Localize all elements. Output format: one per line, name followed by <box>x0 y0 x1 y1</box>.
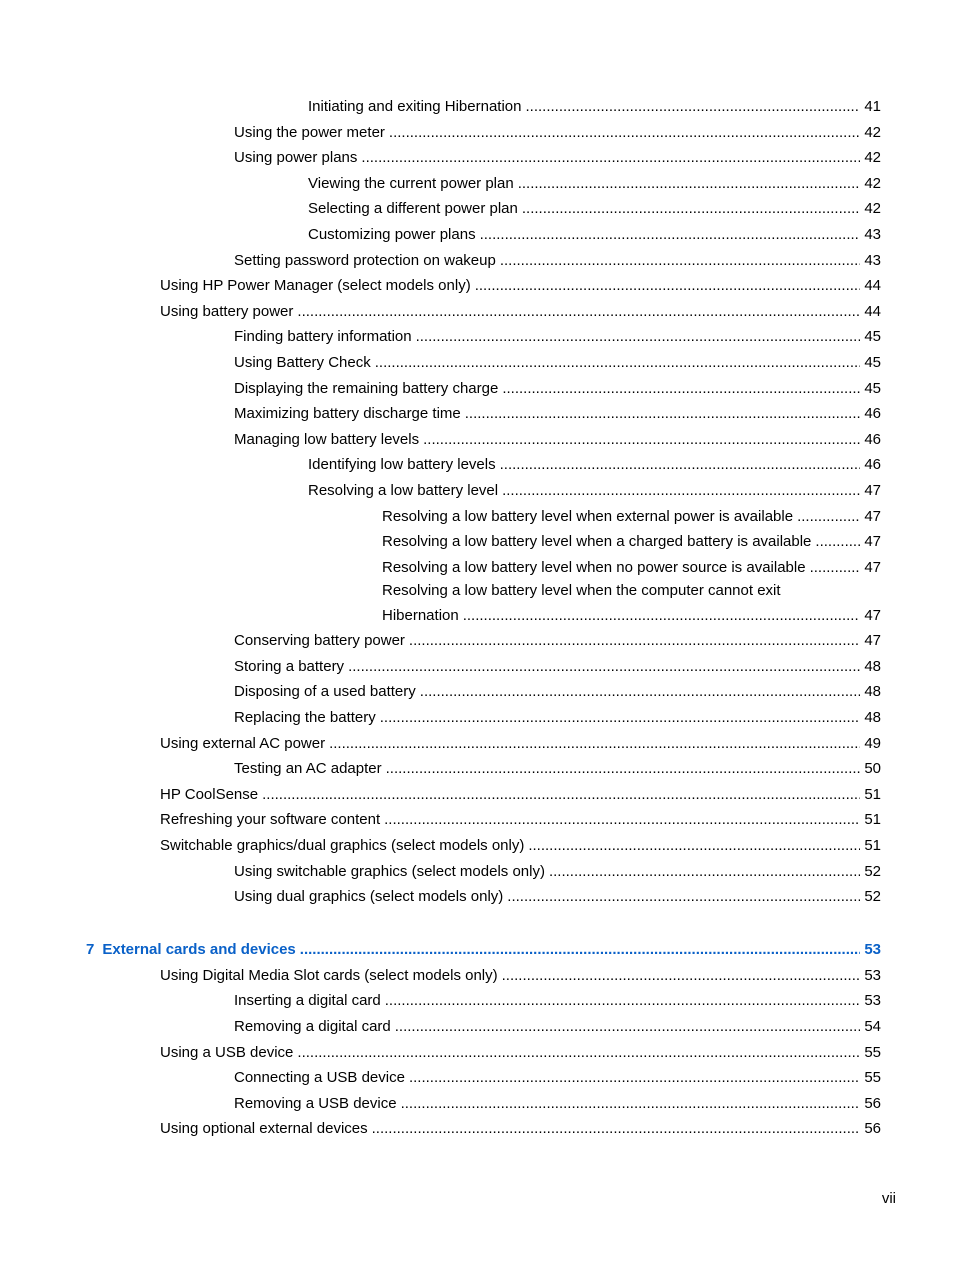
toc-entry-page: 47 <box>860 603 881 629</box>
dot-leader <box>389 120 860 146</box>
dot-leader <box>525 94 860 120</box>
toc-entry[interactable] <box>0 120 954 146</box>
toc-entry[interactable] <box>0 350 954 376</box>
dot-leader <box>420 679 861 705</box>
toc-entry-title: Resolving a low battery level when no power source is available <box>382 555 810 581</box>
dot-leader <box>507 884 860 910</box>
toc-entry-page: 47 <box>860 504 881 530</box>
toc-entry-page: 53 <box>860 963 881 989</box>
toc-entry-title: Using dual graphics (select models only) <box>234 884 507 910</box>
toc-entry[interactable] <box>0 988 954 1014</box>
toc-entry-title: Using a USB device <box>160 1040 297 1066</box>
dot-leader <box>297 1040 860 1066</box>
toc-entry-page: 47 <box>860 478 881 504</box>
toc-entry-title: Resolving a low battery level when a charged battery is available <box>382 529 815 555</box>
dot-leader <box>361 145 860 171</box>
toc-entry-title: Initiating and exiting Hibernation <box>308 94 525 120</box>
toc-entry-page: 42 <box>860 120 881 146</box>
toc-entry-title: Maximizing battery discharge time <box>234 401 465 427</box>
table-of-contents <box>0 94 954 1142</box>
toc-chapter-entry[interactable] <box>0 936 954 963</box>
toc-entry-page: 44 <box>860 299 881 325</box>
toc-entry[interactable] <box>0 884 954 910</box>
toc-entry-title: Resolving a low battery level <box>308 478 502 504</box>
toc-entry-page: 49 <box>860 731 881 757</box>
toc-entry-title: Resolving a low battery level when external power is available <box>382 504 797 530</box>
toc-block <box>0 628 954 910</box>
dot-leader <box>384 807 860 833</box>
toc-entry[interactable] <box>0 807 954 833</box>
toc-entry-title: Removing a digital card <box>234 1014 395 1040</box>
toc-entry-page: 48 <box>860 654 881 680</box>
toc-entry-page: 50 <box>860 756 881 782</box>
toc-entry[interactable] <box>0 401 954 427</box>
toc-entry-title: HP CoolSense <box>160 782 262 808</box>
toc-entry[interactable] <box>0 782 954 808</box>
toc-entry[interactable] <box>0 1116 954 1142</box>
toc-entry-title: Using switchable graphics (select models only) <box>234 859 549 885</box>
dot-leader <box>500 452 861 478</box>
toc-entry[interactable] <box>0 833 954 859</box>
toc-entry[interactable] <box>0 299 954 325</box>
dot-leader <box>297 299 860 325</box>
toc-entry[interactable] <box>0 171 954 197</box>
toc-entry-title: Disposing of a used battery <box>234 679 420 705</box>
toc-entry-title: Using battery power <box>160 299 297 325</box>
dot-leader <box>475 273 861 299</box>
toc-entry-page: 47 <box>860 555 881 581</box>
dot-leader <box>372 1116 861 1142</box>
dot-leader <box>401 1091 861 1117</box>
dot-leader <box>463 603 861 629</box>
toc-entry[interactable] <box>0 1065 954 1091</box>
dot-leader <box>348 654 860 680</box>
toc-entry-page: 46 <box>860 452 881 478</box>
toc-entry-title: Using Digital Media Slot cards (select models only) <box>160 963 502 989</box>
toc-entry[interactable] <box>0 478 954 504</box>
page-number: vii <box>881 1190 896 1207</box>
toc-entry-page: 52 <box>860 884 881 910</box>
dot-leader <box>262 782 860 808</box>
toc-entry-title: Connecting a USB device <box>234 1065 409 1091</box>
dot-leader <box>385 988 861 1014</box>
toc-entry[interactable] <box>0 504 954 530</box>
toc-entry[interactable] <box>0 273 954 299</box>
dot-leader <box>810 555 861 581</box>
toc-entry-title: Testing an AC adapter <box>234 756 386 782</box>
dot-leader <box>465 401 861 427</box>
chapter-title: External cards and devices <box>102 940 296 958</box>
toc-entry-title: Inserting a digital card <box>234 988 385 1014</box>
dot-leader <box>409 1065 860 1091</box>
toc-entry-page: 47 <box>860 529 881 555</box>
dot-leader <box>380 705 861 731</box>
toc-entry-title: Setting password protection on wakeup <box>234 248 500 274</box>
toc-entry-page: 41 <box>860 94 881 120</box>
toc-entry[interactable] <box>0 1091 954 1117</box>
toc-entry-page: 43 <box>860 222 881 248</box>
toc-entry[interactable] <box>0 248 954 274</box>
toc-entry-title: Managing low battery levels <box>234 427 423 453</box>
toc-entry-title: Using Battery Check <box>234 350 375 376</box>
toc-entry-title: Switchable graphics/dual graphics (select models only) <box>160 833 528 859</box>
toc-entry[interactable] <box>0 654 954 680</box>
toc-entry-title: Using HP Power Manager (select models only) <box>160 273 475 299</box>
dot-leader <box>502 376 860 402</box>
dot-leader <box>528 833 860 859</box>
toc-entry[interactable] <box>0 963 954 989</box>
toc-entry[interactable] <box>0 555 954 581</box>
toc-entry-page: 51 <box>860 833 881 859</box>
toc-entry[interactable] <box>0 679 954 705</box>
toc-entry-page: 55 <box>860 1040 881 1066</box>
toc-entry[interactable] <box>0 196 954 222</box>
toc-entry-page: 47 <box>860 628 881 654</box>
toc-entry-page: 46 <box>860 401 881 427</box>
toc-entry-page: 46 <box>860 427 881 453</box>
toc-entry[interactable] <box>0 580 954 628</box>
toc-entry[interactable] <box>0 1014 954 1040</box>
toc-entry-title: Identifying low battery levels <box>308 452 500 478</box>
toc-entry-page: 54 <box>860 1014 881 1040</box>
chapter-number: 7 <box>86 940 95 958</box>
toc-entry-title: Using external AC power <box>160 731 329 757</box>
toc-entry-title: Using power plans <box>234 145 361 171</box>
toc-entry-title: Selecting a different power plan <box>308 196 522 222</box>
toc-entry-title: Viewing the current power plan <box>308 171 518 197</box>
dot-leader <box>797 504 860 530</box>
dot-leader <box>416 324 861 350</box>
dot-leader <box>502 478 860 504</box>
toc-entry-page: 44 <box>860 273 881 299</box>
toc-block <box>0 963 954 1142</box>
toc-entry-page: 43 <box>860 248 881 274</box>
dot-leader <box>329 731 860 757</box>
dot-leader <box>522 196 860 222</box>
toc-entry-title: Removing a USB device <box>234 1091 401 1117</box>
toc-entry-page: 45 <box>860 376 881 402</box>
toc-entry-title-line2: Hibernation <box>382 603 463 629</box>
toc-entry-title: Using optional external devices <box>160 1116 372 1142</box>
toc-entry-page: 55 <box>860 1065 881 1091</box>
toc-entry-title: Storing a battery <box>234 654 348 680</box>
toc-entry[interactable] <box>0 452 954 478</box>
toc-entry[interactable] <box>0 427 954 453</box>
toc-entry-page: 51 <box>860 807 881 833</box>
toc-entry-title-line1: Resolving a low battery level when the computer cannot exit <box>382 582 781 600</box>
toc-entry[interactable] <box>0 859 954 885</box>
dot-leader <box>423 427 860 453</box>
toc-entry[interactable] <box>0 376 954 402</box>
toc-block <box>0 94 954 580</box>
toc-entry-page: 42 <box>860 196 881 222</box>
toc-entry[interactable] <box>0 145 954 171</box>
toc-entry-page: 52 <box>860 859 881 885</box>
dot-leader <box>502 963 861 989</box>
toc-entry-page: 56 <box>860 1091 881 1117</box>
toc-entry-title: Conserving battery power <box>234 628 409 654</box>
toc-entry-title: Using the power meter <box>234 120 389 146</box>
dot-leader <box>386 756 861 782</box>
toc-entry-title: Finding battery information <box>234 324 416 350</box>
toc-entry-title: Refreshing your software content <box>160 807 384 833</box>
toc-entry-page: 53 <box>860 988 881 1014</box>
toc-entry-page: 48 <box>860 679 881 705</box>
toc-entry[interactable] <box>0 756 954 782</box>
toc-entry[interactable] <box>0 94 954 120</box>
toc-entry-page: 45 <box>860 350 881 376</box>
toc-entry-page: 48 <box>860 705 881 731</box>
toc-entry[interactable] <box>0 731 954 757</box>
dot-leader <box>296 936 861 963</box>
toc-entry[interactable] <box>0 628 954 654</box>
toc-entry-page: 56 <box>860 1116 881 1142</box>
toc-entry-title: Customizing power plans <box>308 222 480 248</box>
dot-leader <box>500 248 860 274</box>
chapter-page: 53 <box>864 940 881 958</box>
toc-entry-title: Replacing the battery <box>234 705 380 731</box>
toc-entry[interactable] <box>0 324 954 350</box>
toc-entry[interactable] <box>0 222 954 248</box>
dot-leader <box>409 628 860 654</box>
toc-entry[interactable] <box>0 1040 954 1066</box>
toc-entry-page: 42 <box>860 171 881 197</box>
toc-entry-page: 42 <box>860 145 881 171</box>
dot-leader <box>480 222 861 248</box>
dot-leader <box>518 171 861 197</box>
dot-leader <box>375 350 861 376</box>
toc-entry[interactable] <box>0 705 954 731</box>
toc-entry-title: Displaying the remaining battery charge <box>234 376 502 402</box>
dot-leader <box>395 1014 861 1040</box>
toc-entry-page: 51 <box>860 782 881 808</box>
dot-leader <box>549 859 860 885</box>
dot-leader <box>815 529 860 555</box>
toc-entry-page: 45 <box>860 324 881 350</box>
toc-entry[interactable] <box>0 529 954 555</box>
